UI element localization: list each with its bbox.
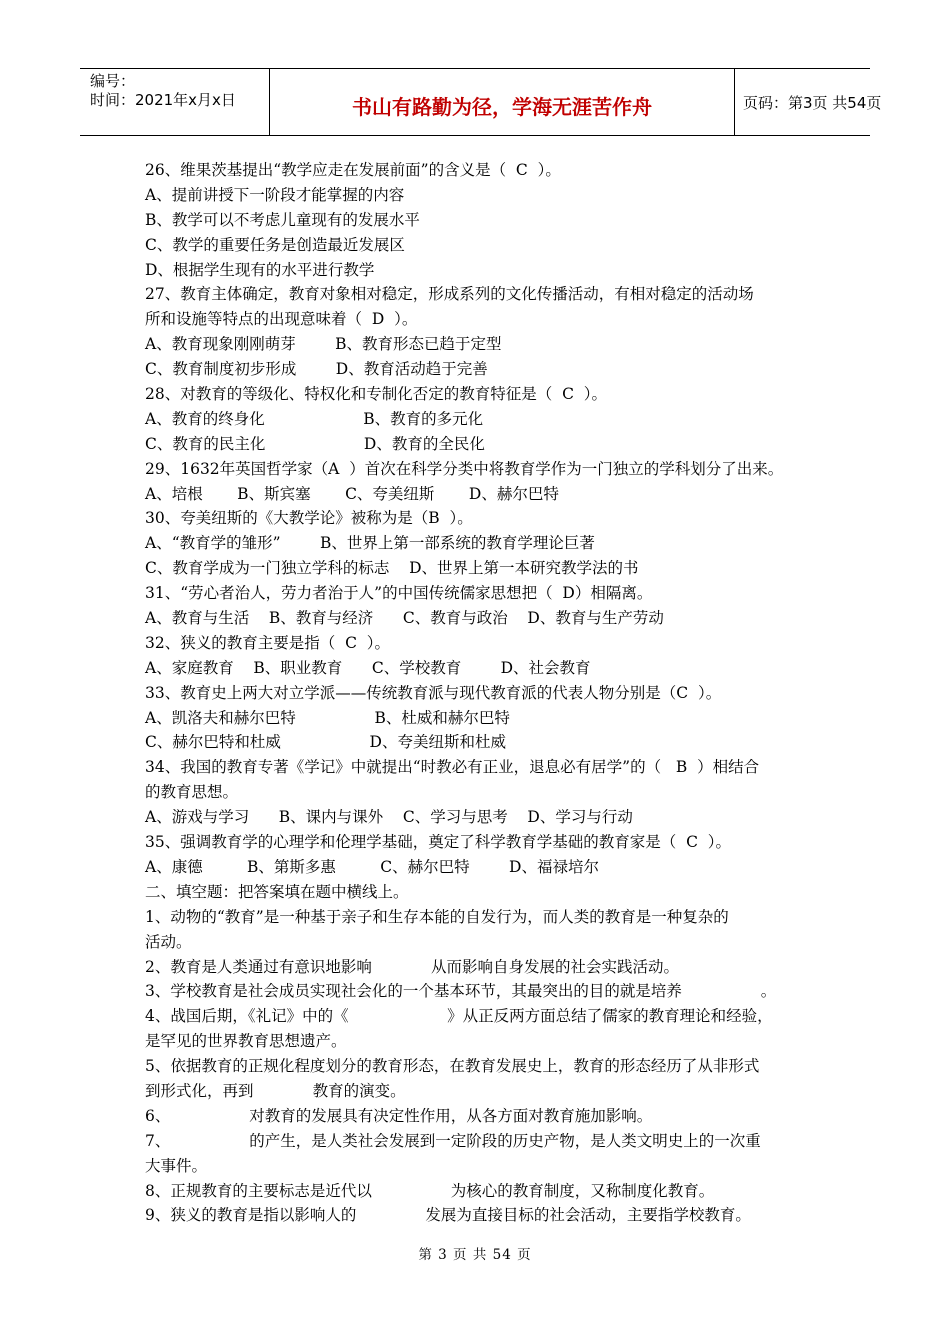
text-line: A、游戏与学习 B、课内与课外 C、学习与思考 D、学习与行动	[145, 808, 633, 827]
text-line: 到形式化，再到 教育的演变。	[145, 1081, 406, 1100]
text-line: 大事件。	[145, 1156, 208, 1175]
text-line: 7、 的产生，是人类社会发展到一定阶段的历史产物，是人类文明史上的一次重	[145, 1131, 761, 1150]
text-line: 33、教育史上两大对立学派——传统教育派与现代教育派的代表人物分别是（C ）。	[145, 683, 722, 702]
page-footer: 第 3 页 共 54 页	[418, 1247, 532, 1263]
header-meta	[80, 69, 270, 135]
text-line: A、“教育学的雏形” B、世界上第一部系统的教育学理论巨著	[145, 534, 595, 553]
text-line: 二、填空题：把答案填在题中横线上。	[145, 882, 409, 901]
document-body	[145, 158, 813, 1228]
text-line: C、教育制度初步形成 D、教育活动趋于完善	[145, 360, 488, 379]
text-line: C、教育的民主化 D、教育的全民化	[145, 434, 485, 453]
text-line: C、赫尔巴特和杜威 D、夸美纽斯和杜威	[145, 733, 506, 752]
text-line: 8、正规教育的主要标志是近代以 为核心的教育制度，又称制度化教育。	[145, 1181, 715, 1200]
text-line: 是罕见的世界教育思想遗产。	[145, 1032, 347, 1051]
text-line: 27、教育主体确定，教育对象相对稳定，形成系列的文化传播活动，有相对稳定的活动场	[145, 285, 754, 304]
text-line: 35、强调教育学的心理学和伦理学基础，奠定了科学教育学基础的教育家是（ C ）。	[145, 833, 732, 852]
text-line: 所和设施等特点的出现意味着（ D ）。	[145, 310, 418, 329]
text-line: 28、对教育的等级化、特权化和专制化否定的教育特征是（ C ）。	[145, 385, 608, 404]
text-line: 6、 对教育的发展具有决定性作用，从各方面对教育施加影响。	[145, 1106, 653, 1125]
text-line: A、教育现象刚刚萌芽 B、教育形态已趋于定型	[145, 335, 502, 354]
text-line: 31、“劳心者治人，劳力者治于人”的中国传统儒家思想把（ D）相隔离。	[145, 584, 653, 603]
text-line: A、康德 B、第斯多惠 C、赫尔巴特 D、福禄培尔	[145, 857, 599, 876]
text-line: A、培根 B、斯宾塞 C、夸美纽斯 D、赫尔巴特	[145, 484, 559, 503]
text-line: 26、维果茨基提出“教学应走在发展前面”的含义是（ C ）。	[145, 161, 561, 179]
page-header	[80, 68, 882, 136]
document-number-label: 编号：	[90, 72, 136, 90]
text-line: 2、教育是人类通过有意识地影响 从而影响自身发展的社会实践活动。	[145, 957, 679, 976]
text-line: 1、动物的“教育”是一种基于亲子和生存本能的自发行为，而人类的教育是一种复杂的	[145, 907, 729, 926]
text-line: 9、狭义的教育是指以影响人的 发展为直接目标的社会活动，主要指学校教育。	[145, 1206, 751, 1225]
text-line: C、教学的重要任务是创造最近发展区	[145, 235, 405, 254]
text-line: 30、夸美纽斯的《大教学论》被称为是（B ）。	[145, 509, 473, 528]
text-line: D、根据学生现有的水平进行教学	[145, 260, 375, 279]
text-line: 34、我国的教育专著《学记》中就提出“时教必有正业，退息必有居学”的（ B ）相结合	[145, 758, 760, 777]
header-page-number: 页码：第3页 共54页	[743, 93, 882, 112]
text-line: A、提前讲授下一阶段才能掌握的内容	[145, 185, 405, 204]
text-line: 的教育思想。	[145, 783, 239, 802]
header-motto: 书山有路勤为径，学海无涯苦作舟	[270, 69, 735, 135]
text-line: A、教育的终身化 B、教育的多元化	[145, 409, 484, 428]
text-line: 3、学校教育是社会成员实现社会化的一个基本环节，其最突出的目的就是培养 。	[145, 982, 777, 1001]
text-line: A、凯洛夫和赫尔巴特 B、杜威和赫尔巴特	[145, 708, 510, 727]
text-line: B、教学可以不考虑儿童现有的发展水平	[145, 210, 420, 229]
text-line: 活动。	[145, 932, 192, 951]
text-line: 4、战国后期，《礼记》中的《 》从正反两方面总结了儒家的教育理论和经验，	[145, 1007, 773, 1026]
text-line: C、教育学成为一门独立学科的标志 D、世界上第一本研究教学法的书	[145, 559, 639, 578]
text-line: 5、依据教育的正规化程度划分的教育形态，在教育发展史上，教育的形态经历了从非形式	[145, 1057, 760, 1076]
document-date-label: 时间：2021年x月x日	[90, 91, 236, 109]
text-line: A、家庭教育 B、职业教育 C、学校教育 D、社会教育	[145, 658, 591, 677]
text-line: 29、1632年英国哲学家（A ）首次在科学分类中将教育学作为一门独立的学科划分了出来。	[145, 459, 784, 478]
text-line: A、教育与生活 B、教育与经济 C、教育与政治 D、教育与生产劳动	[145, 609, 664, 628]
text-line: 32、狭义的教育主要是指（ C ）。	[145, 633, 391, 652]
